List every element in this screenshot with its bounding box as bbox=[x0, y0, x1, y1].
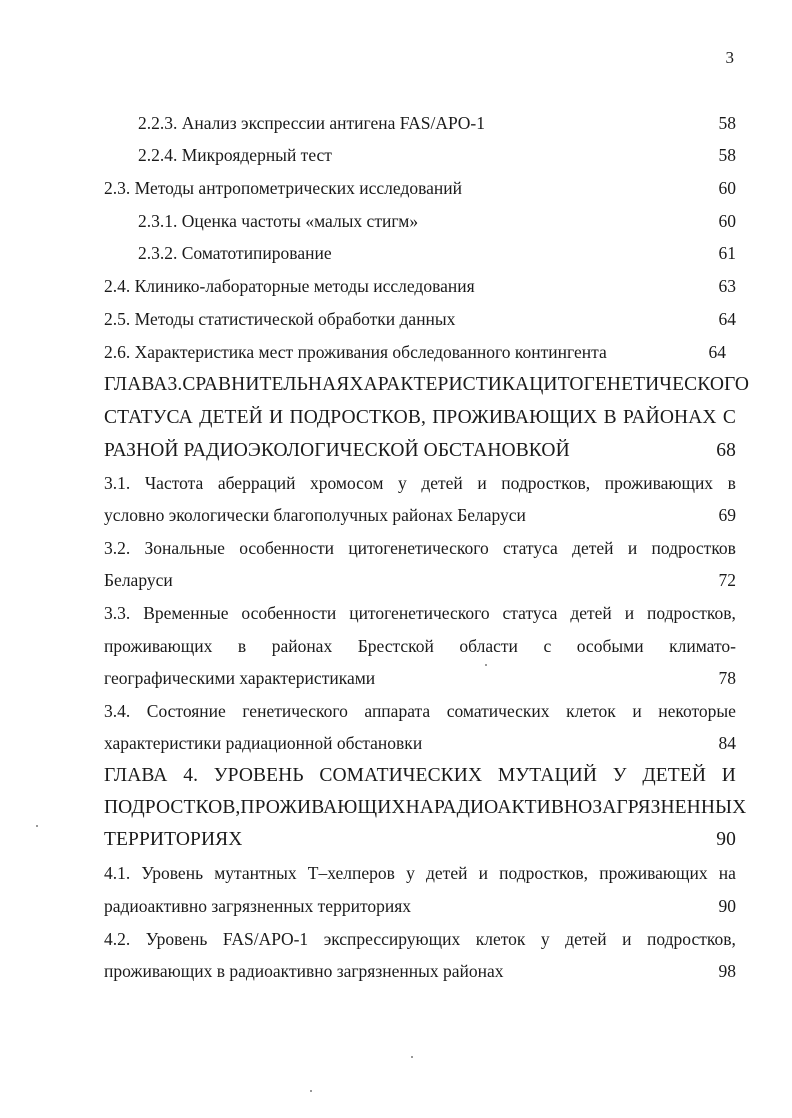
toc-entry-title: 2.2.4. Микроядерный тест bbox=[138, 145, 332, 165]
word: детей bbox=[421, 473, 463, 493]
toc-entry-title bbox=[104, 406, 736, 430]
word: подростков bbox=[651, 538, 736, 558]
toc-entry-page: 64 bbox=[718, 309, 736, 329]
toc-entry-title: 2.2.3. Анализ экспрессии антигена FAS/APO-1 bbox=[138, 113, 485, 133]
word: ПОДРОСТКОВ, bbox=[289, 407, 426, 428]
toc-entry-page: 90 bbox=[718, 896, 736, 916]
word: климато- bbox=[669, 636, 736, 656]
word: УРОВЕНЬ bbox=[213, 765, 304, 786]
word: цитогенетического bbox=[348, 538, 489, 558]
word: 4.2. bbox=[104, 929, 131, 949]
word: Брестской bbox=[357, 636, 434, 656]
word: И bbox=[721, 765, 736, 786]
word: ГЛАВА bbox=[104, 374, 168, 395]
toc-entry-title: 2.3.2. Соматотипирование bbox=[138, 243, 332, 263]
scan-speck bbox=[36, 825, 38, 827]
word: Уровень bbox=[141, 863, 204, 883]
toc-entry-page: 60 bbox=[718, 178, 736, 198]
toc-entry-title bbox=[104, 699, 736, 723]
toc-entry-page: 61 bbox=[718, 243, 736, 263]
word: подростков, bbox=[647, 929, 736, 949]
word: проживающих bbox=[599, 863, 708, 883]
toc-entry-title: характеристики радиационной обстановки bbox=[104, 733, 423, 753]
toc-entry-title: 2.3. Методы антропометрических исследований bbox=[104, 178, 462, 198]
word: МУТАЦИЙ bbox=[497, 765, 598, 786]
word: Состояние bbox=[146, 701, 226, 721]
word: Зональные bbox=[144, 538, 225, 558]
word: СОМАТИЧЕСКИХ bbox=[319, 765, 483, 786]
toc-entry-page: 58 bbox=[718, 145, 736, 165]
scan-speck bbox=[485, 664, 487, 666]
word: Уровень bbox=[145, 929, 208, 949]
word: ЗАГРЯЗНЕННЫХ bbox=[592, 797, 747, 818]
word: клеток bbox=[475, 929, 526, 949]
toc-entry-title: 2.4. Клинико-лабораторные методы исследования bbox=[104, 276, 475, 296]
toc-entry-title bbox=[104, 764, 736, 788]
word: подростков, bbox=[501, 473, 591, 493]
word: 3.2. bbox=[104, 538, 131, 558]
word: проживающих bbox=[604, 473, 714, 493]
word: 3. bbox=[167, 374, 183, 395]
toc-entry-title bbox=[104, 536, 736, 560]
word: И bbox=[269, 407, 284, 428]
toc-entry-page: 98 bbox=[718, 961, 736, 981]
word: С bbox=[722, 407, 736, 428]
word: 4.1. bbox=[104, 863, 131, 883]
toc-entry-page: 58 bbox=[718, 113, 736, 133]
word: хромосом bbox=[310, 473, 384, 493]
word: детей bbox=[570, 603, 612, 623]
toc-entry-title bbox=[104, 634, 736, 658]
word: СРАВНИТЕЛЬНАЯ bbox=[182, 374, 350, 395]
word: НА bbox=[405, 797, 434, 818]
word: статуса bbox=[502, 538, 558, 558]
word: цитогенетического bbox=[349, 603, 490, 623]
word: в bbox=[237, 636, 247, 656]
word: особенности bbox=[239, 538, 335, 558]
word: на bbox=[718, 863, 736, 883]
toc-entry-title bbox=[104, 373, 750, 397]
toc-entry-title: радиоактивно загрязненных территориях bbox=[104, 896, 412, 916]
word: РАДИОАКТИВНО bbox=[433, 797, 593, 818]
word: Временные bbox=[143, 603, 229, 623]
toc-entry-title: РАЗНОЙ РАДИОЭКОЛОГИЧЕСКОЙ ОБСТАНОВКОЙ bbox=[104, 440, 570, 461]
word: 3.4. bbox=[104, 701, 131, 721]
word: РАЙОНАХ bbox=[623, 407, 717, 428]
word: ГЛАВА bbox=[104, 765, 168, 786]
word: Частота bbox=[144, 473, 204, 493]
toc-entry-page: 90 bbox=[716, 829, 736, 850]
word: и bbox=[477, 473, 487, 493]
word: детей bbox=[565, 929, 607, 949]
word: экспрессирующих bbox=[323, 929, 461, 949]
word: некоторые bbox=[658, 701, 736, 721]
page-number: 3 bbox=[725, 48, 734, 67]
word: аберраций bbox=[217, 473, 296, 493]
word: и bbox=[632, 701, 642, 721]
toc-entry-title: географическими характеристиками bbox=[104, 668, 376, 688]
word: подростков, bbox=[647, 603, 736, 623]
toc-entry-page: 84 bbox=[718, 733, 736, 753]
word: FAS/APO-1 bbox=[222, 929, 309, 949]
toc-entry-page: 68 bbox=[716, 440, 736, 461]
word: У bbox=[612, 765, 627, 786]
toc-entry-page: 72 bbox=[718, 570, 736, 590]
word: статуса bbox=[502, 603, 558, 623]
word: у bbox=[398, 473, 407, 493]
toc-entry-title: ТЕРРИТОРИЯХ bbox=[104, 829, 243, 850]
word: Т–хелперов bbox=[307, 863, 395, 883]
word: области bbox=[459, 636, 518, 656]
word: ПРОЖИВАЮЩИХ bbox=[432, 407, 598, 428]
word: ХАРАКТЕРИСТИКА bbox=[349, 374, 530, 395]
toc-entry-page: 69 bbox=[718, 505, 736, 525]
word: ПРОЖИВАЮЩИХ bbox=[240, 797, 406, 818]
toc-entry-title: 2.5. Методы статистической обработки данных bbox=[104, 309, 456, 329]
word: мутантных bbox=[214, 863, 297, 883]
scan-speck bbox=[411, 1056, 413, 1058]
word: районах bbox=[271, 636, 333, 656]
word: и bbox=[622, 929, 632, 949]
toc-entry-page: 60 bbox=[718, 211, 736, 231]
word: ДЕТЕЙ bbox=[642, 765, 707, 786]
toc-entry-page: 64 bbox=[708, 342, 726, 362]
word: клеток bbox=[566, 701, 616, 721]
word: детей bbox=[426, 863, 468, 883]
word: ДЕТЕЙ bbox=[199, 407, 263, 428]
toc-entry-title bbox=[104, 861, 736, 885]
toc-entry-title: 2.6. Характеристика мест проживания обследованного контингента bbox=[104, 342, 607, 362]
word: у bbox=[540, 929, 550, 949]
toc-entry-page: 78 bbox=[718, 668, 736, 688]
word: ПОДРОСТКОВ, bbox=[104, 797, 241, 818]
word: 4. bbox=[183, 765, 199, 786]
toc-entry-title bbox=[104, 601, 736, 625]
word: детей bbox=[572, 538, 614, 558]
word: В bbox=[603, 407, 617, 428]
toc-entry-title: 2.3.1. Оценка частоты «малых стигм» bbox=[138, 211, 419, 231]
word: особенности bbox=[241, 603, 337, 623]
toc-entry-title bbox=[104, 471, 736, 495]
word: в bbox=[727, 473, 736, 493]
word: проживающих bbox=[104, 636, 213, 656]
word: особыми bbox=[576, 636, 644, 656]
toc-entry-title bbox=[104, 796, 747, 820]
toc-entry-page: 63 bbox=[718, 276, 736, 296]
word: ЦИТОГЕНЕТИЧЕСКОГО bbox=[529, 374, 750, 395]
word: и bbox=[627, 538, 638, 558]
word: с bbox=[543, 636, 552, 656]
toc-entry-title: условно экологически благополучных районах Беларуси bbox=[104, 505, 526, 525]
word: и bbox=[478, 863, 488, 883]
toc-entry-title: Беларуси bbox=[104, 570, 173, 590]
toc-entry-title bbox=[104, 927, 736, 951]
word: аппарата bbox=[364, 701, 431, 721]
word: подростков, bbox=[499, 863, 589, 883]
word: СТАТУСА bbox=[104, 407, 193, 428]
word: у bbox=[406, 863, 415, 883]
word: генетического bbox=[242, 701, 348, 721]
scan-speck bbox=[310, 1090, 312, 1092]
word: 3.3. bbox=[104, 603, 131, 623]
word: 3.1. bbox=[104, 473, 131, 493]
word: соматических bbox=[446, 701, 550, 721]
toc-entry-title: проживающих в радиоактивно загрязненных районах bbox=[104, 961, 504, 981]
word: и bbox=[624, 603, 635, 623]
